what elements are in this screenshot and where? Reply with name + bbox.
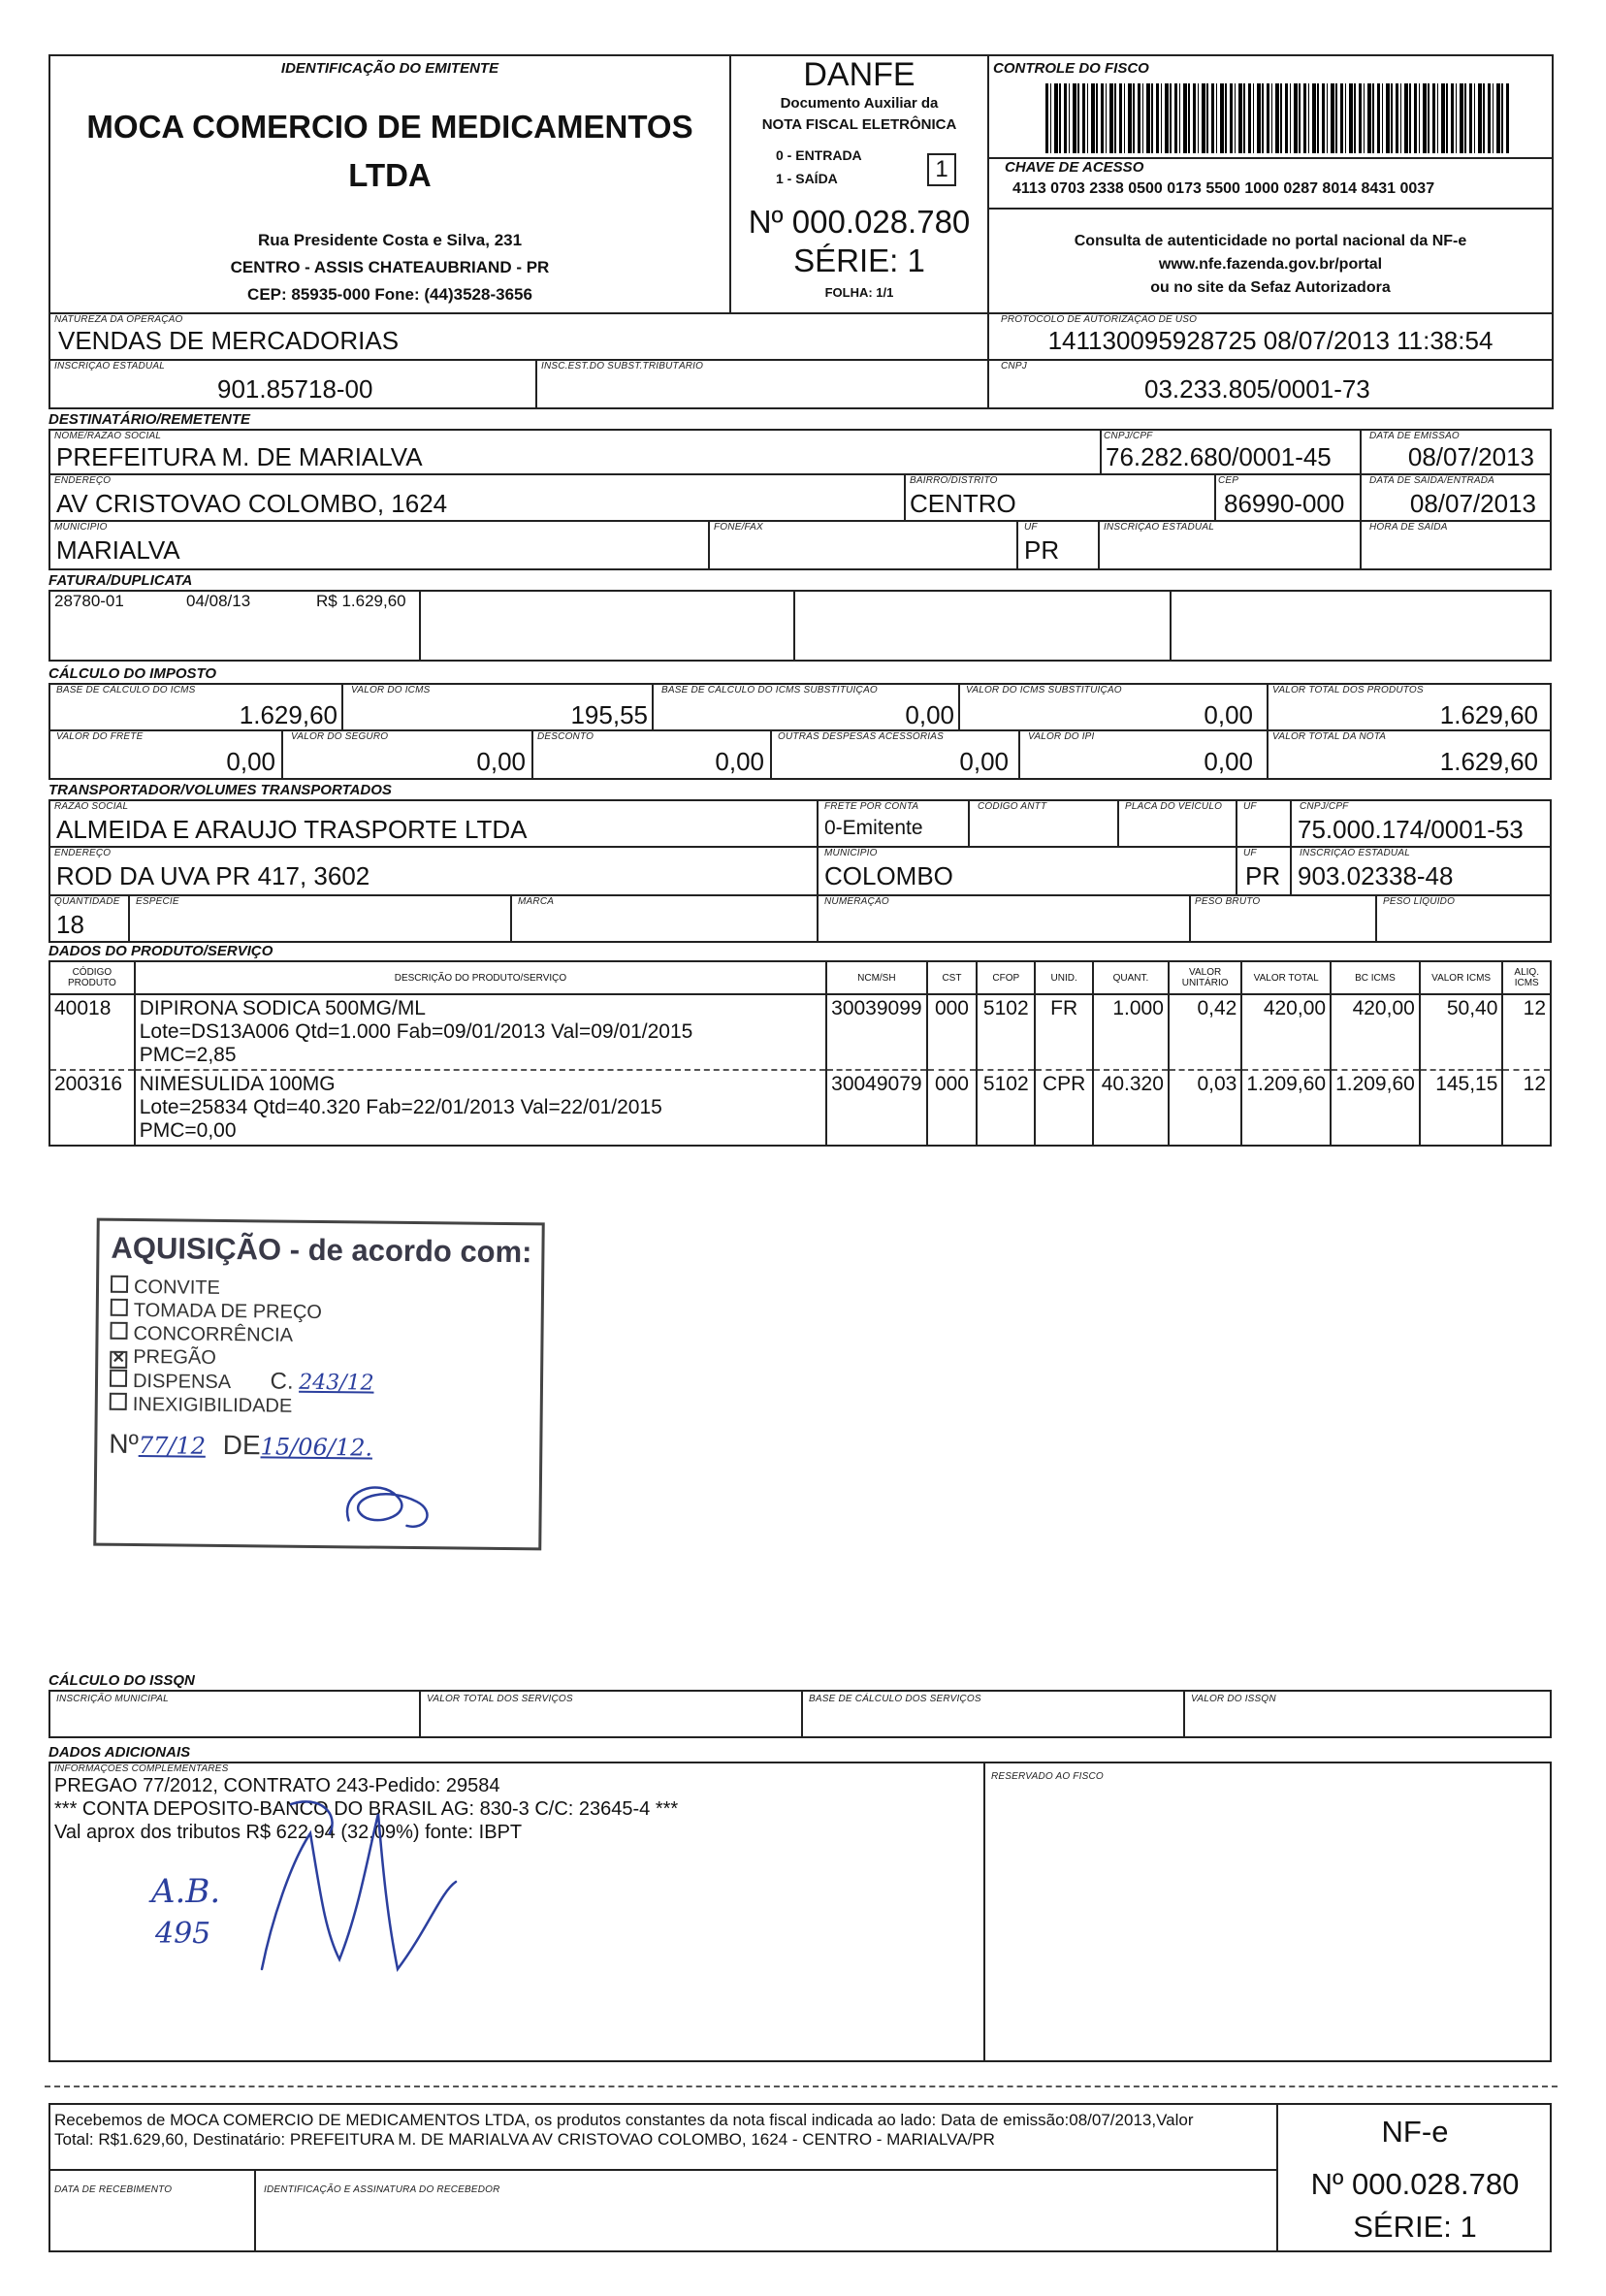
produtos-section: DADOS DO PRODUTO/SERVIÇO (48, 943, 273, 959)
row-descricao-lote: Lote=DS13A006 Qtd=1.000 Fab=09/01/2013 Val=09/01/2015 (139, 1020, 693, 1043)
canhoto-numero: Nº 000.028.780 (1310, 2167, 1520, 2201)
danfe-numero: Nº 000.028.780 (748, 204, 971, 240)
transp-qtd: 18 (56, 910, 84, 939)
col-cfop: CFOP (977, 961, 1035, 994)
row-descricao-lote: Lote=25834 Qtd=40.320 Fab=22/01/2013 Val=22/01/2015 (139, 1096, 662, 1118)
row-cst: 000 (927, 1070, 978, 1146)
transp-endereco-label: ENDEREÇO (54, 848, 112, 858)
transp-uf2: PR (1245, 861, 1281, 890)
icms-st-base-value: 0,00 (905, 700, 954, 729)
protocolo-label: PROTOCOLO DE AUTORIZAÇÃO DE USO (1001, 314, 1198, 325)
dest-uf: PR (1024, 535, 1060, 565)
emitente-address2: CENTRO - ASSIS CHATEAUBRIAND - PR (230, 258, 550, 276)
total-produtos-value: 1.629,60 (1439, 700, 1538, 729)
ipi-label: VALOR DO IPI (1028, 731, 1095, 742)
cnpj-emit-label: CNPJ (1001, 361, 1027, 372)
row-descricao-nome: DIPIRONA SODICA 500MG/ML (139, 997, 426, 1019)
row-aliq: 12 (1502, 994, 1551, 1070)
transp-frete: 0-Emitente (824, 817, 923, 839)
row-unid: FR (1035, 994, 1093, 1070)
dest-endereco: AV CRISTOVAO COLOMBO, 1624 (56, 489, 448, 518)
ie-st-label: INSC.EST.DO SUBST.TRIBUTÁRIO (541, 361, 704, 372)
desconto-value: 0,00 (715, 747, 764, 776)
row-ncm: 30039099 (826, 994, 926, 1070)
transp-antt-label: CÓDIGO ANTT (978, 801, 1047, 812)
stamp-option (111, 1299, 375, 1325)
checkbox-icon (111, 1299, 128, 1316)
col-bc: BC ICMS (1331, 961, 1420, 994)
transp-placa-label: PLACA DO VEÍCULO (1125, 801, 1223, 812)
desconto-label: DESCONTO (537, 731, 594, 742)
stamp-option (110, 1393, 374, 1419)
col-vicms: VALOR ICMS (1420, 961, 1503, 994)
canhoto-texto: Recebemos de MOCA COMERCIO DE MEDICAMENTOS LTDA, os produtos constantes da nota fiscal indicada ao lado: Data de emissão:08/07/2013,Valor Total: R$1.629,60, Destinatário: PREFEITURA M. DE MARIALVA AV CRISTOVAO COLOMBO, 1624 - CENTRO - MARIALVA/PR (54, 2111, 1194, 2149)
dest-cnpj-label: CNPJ/CPF (1104, 431, 1153, 441)
row-descricao-pmc: PMC=2,85 (139, 1044, 237, 1066)
dest-hora-label: HORA DE SAÍDA (1369, 522, 1448, 533)
info-line2: *** CONTA DEPOSITO-BANCO DO BRASIL AG: 830-3 C/C: 23645-4 *** (54, 1798, 679, 1820)
stamp-option (111, 1276, 375, 1302)
checkbox-icon (110, 1322, 127, 1340)
transp-peso-bruto-label: PESO BRUTO (1195, 896, 1261, 907)
transp-uf-label: UF (1243, 801, 1257, 812)
frete-value: 0,00 (226, 747, 275, 776)
row-descricao-nome: NIMESULIDA 100MG (139, 1073, 336, 1095)
fatura-section: FATURA/DUPLICATA (48, 572, 193, 589)
fatura-valor: R$ 1.629,60 (316, 592, 406, 610)
row-cfop: 5102 (977, 1070, 1035, 1146)
destinatario-section: DESTINATÁRIO/REMETENTE (48, 411, 251, 428)
dest-nome: PREFEITURA M. DE MARIALVA (56, 442, 423, 471)
col-quant: QUANT. (1093, 961, 1169, 994)
transp-frete-label: FRETE POR CONTA (824, 801, 919, 812)
checkbox-icon (110, 1393, 127, 1410)
row-vunit: 0,42 (1169, 994, 1241, 1070)
danfe-saida: 1 - SAÍDA (776, 171, 838, 186)
col-cst: CST (927, 961, 978, 994)
dest-ie-label: INSCRIÇÃO ESTADUAL (1104, 522, 1214, 533)
produtos-table (48, 960, 1552, 1147)
reservado-fisco-label: RESERVADO AO FISCO (991, 1771, 1104, 1782)
row-vtotal: 1.209,60 (1241, 1070, 1331, 1146)
stamp-option-label: DISPENSA (132, 1370, 231, 1394)
dest-nome-label: NOME/RAZÃO SOCIAL (54, 431, 162, 441)
row-aliq: 12 (1502, 1070, 1551, 1146)
stamp-option (110, 1322, 374, 1348)
danfe-subtitle2: NOTA FISCAL ELETRÔNICA (761, 116, 957, 133)
transp-peso-liquido-label: PESO LÍQUIDO (1383, 896, 1456, 907)
aquisicao-stamp (93, 1218, 545, 1551)
stamp-title: AQUISIÇÃO - de acordo com: (111, 1230, 532, 1270)
data-recebimento-label: DATA DE RECEBIMENTO (54, 2184, 173, 2195)
col-ncm: NCM/SH (826, 961, 926, 994)
transp-ie-label: INSCRIÇÃO ESTADUAL (1300, 848, 1410, 858)
natureza-label: NATUREZA DA OPERAÇÃO (54, 314, 183, 325)
emitente-label: IDENTIFICAÇÃO DO EMITENTE (280, 60, 499, 77)
col-unid: UNID. (1035, 961, 1093, 994)
cut-line-top (45, 2086, 1558, 2087)
stamp-option-label: TOMADA DE PREÇO (133, 1299, 323, 1324)
row-descricao-pmc: PMC=0,00 (139, 1119, 237, 1142)
emitente-name-line2: LTDA (348, 157, 432, 193)
danfe-tipo: 1 (927, 153, 956, 186)
checkbox-icon (111, 1276, 128, 1293)
icms-valor-value: 195,55 (570, 700, 648, 729)
dest-cnpj: 76.282.680/0001-45 (1106, 442, 1332, 471)
dest-saida-label: DATA DE SAÍDA/ENTRADA (1369, 475, 1495, 486)
row-quant: 40.320 (1093, 1070, 1169, 1146)
outras-despesas-label: OUTRAS DESPESAS ACESSÓRIAS (778, 731, 944, 742)
checkbox-checked-icon: ✕ (110, 1351, 127, 1369)
transp-municipio: COLOMBO (824, 861, 953, 890)
barcode (1045, 83, 1511, 153)
icms-st-valor-label: VALOR DO ICMS SUBSTITUIÇÃO (966, 685, 1122, 695)
controle-fisco-label: CONTROLE DO FISCO (993, 60, 1149, 77)
stamp-rubrica (329, 1471, 446, 1540)
col-vunit: VALOR UNITÁRIO (1169, 961, 1241, 994)
canhoto-serie: SÉRIE: 1 (1353, 2210, 1477, 2244)
fatura-numero: 28780-01 (54, 592, 124, 610)
row-vtotal: 420,00 (1241, 994, 1331, 1070)
canhoto-nfe: NF-e (1381, 2115, 1449, 2149)
emitente-name-line1: MOCA COMERCIO DE MEDICAMENTOS (86, 109, 693, 145)
imposto-section: CÁLCULO DO IMPOSTO (48, 665, 217, 682)
transp-uf2-label: UF (1243, 848, 1257, 858)
total-nota-label: VALOR TOTAL DA NOTA (1272, 731, 1387, 742)
danfe-folha: FOLHA: 1/1 (824, 285, 894, 300)
row-vunit: 0,03 (1169, 1070, 1241, 1146)
outras-despesas-value: 0,00 (959, 747, 1009, 776)
stamp-c-value: 243/12 (299, 1370, 374, 1396)
dest-municipio: MARIALVA (56, 535, 180, 565)
emitente-address1: Rua Presidente Costa e Silva, 231 (257, 231, 523, 249)
seguro-label: VALOR DO SEGURO (291, 731, 389, 742)
row-quant: 1.000 (1093, 994, 1169, 1070)
checkbox-icon (110, 1370, 127, 1387)
issqn-section: CÁLCULO DO ISSQN (48, 1672, 195, 1689)
info-complementares-label: INFORMAÇÕES COMPLEMENTARES (54, 1763, 229, 1774)
consulta-line2: www.nfe.fazenda.gov.br/portal (1158, 256, 1383, 273)
transp-cnpj: 75.000.174/0001-53 (1298, 815, 1524, 844)
stamp-option (110, 1369, 374, 1396)
stamp-c-label: C. (270, 1368, 294, 1395)
stamp-numero-line (109, 1429, 372, 1463)
dest-cep: 86990-000 (1224, 489, 1345, 518)
col-descricao: DESCRIÇÃO DO PRODUTO/SERVIÇO (135, 961, 826, 994)
row-ncm: 30049079 (826, 1070, 926, 1146)
icms-st-valor-value: 0,00 (1204, 700, 1253, 729)
transp-municipio-label: MUNICÍPIO (824, 848, 878, 858)
dest-endereco-label: ENDEREÇO (54, 475, 112, 486)
dest-uf-label: UF (1024, 522, 1038, 533)
row-cst: 000 (927, 994, 978, 1070)
chave-label: CHAVE DE ACESSO (1005, 159, 1144, 176)
row-descricao (135, 994, 826, 1070)
stamp-option-label: INEXIGIBILIDADE (132, 1393, 293, 1417)
consulta-line3: ou no site da Sefaz Autorizadora (1150, 279, 1391, 296)
table-row (49, 994, 1551, 1070)
row-bc: 1.209,60 (1331, 1070, 1420, 1146)
total-produtos-label: VALOR TOTAL DOS PRODUTOS (1272, 685, 1424, 695)
dest-emissao: 08/07/2013 (1407, 442, 1534, 471)
stamp-de-value: 15/06/12. (260, 1433, 373, 1462)
danfe-serie: SÉRIE: 1 (793, 243, 925, 278)
stamp-n-value: 77/12 (138, 1432, 207, 1460)
row-bc: 420,00 (1331, 994, 1420, 1070)
icms-base-label: BASE DE CÁLCULO DO ICMS (56, 685, 196, 695)
handwritten-ab: A.B. (151, 1872, 221, 1911)
row-codigo: 200316 (49, 1070, 135, 1146)
assinatura-recebedor-label: IDENTIFICAÇÃO E ASSINATURA DO RECEBEDOR (264, 2184, 500, 2195)
ie-label: INSCRIÇÃO ESTADUAL (54, 361, 165, 372)
row-cfop: 5102 (977, 994, 1035, 1070)
dest-municipio-label: MUNICÍPIO (54, 522, 108, 533)
dest-fone-label: FONE/FAX (714, 522, 763, 533)
transp-qtd-label: QUANTIDADE (54, 896, 120, 907)
transp-numeracao-label: NUMERAÇÃO (824, 896, 889, 907)
dest-saida: 08/07/2013 (1409, 489, 1536, 518)
signature (233, 1775, 485, 1989)
transp-especie-label: ESPÉCIE (136, 896, 179, 907)
transporte-section: TRANSPORTADOR/VOLUMES TRANSPORTADOS (48, 782, 392, 798)
icms-valor-label: VALOR DO ICMS (351, 685, 431, 695)
transp-razao-label: RAZÃO SOCIAL (54, 801, 129, 812)
issqn-valor-label: VALOR DO ISSQN (1191, 1694, 1276, 1704)
natureza-value: VENDAS DE MERCADORIAS (58, 326, 400, 355)
ipi-value: 0,00 (1204, 747, 1253, 776)
adicionais-section: DADOS ADICIONAIS (48, 1744, 191, 1761)
handwritten-495: 495 (155, 1917, 211, 1951)
col-vtotal: VALOR TOTAL (1241, 961, 1331, 994)
info-line1: PREGAO 77/2012, CONTRATO 243-Pedido: 29584 (54, 1775, 500, 1796)
transp-endereco: ROD DA UVA PR 417, 3602 (56, 861, 370, 890)
stamp-option-label: CONCORRÊNCIA (133, 1322, 294, 1346)
row-codigo: 40018 (49, 994, 135, 1070)
col-codigo: CÓDIGO PRODUTO (49, 961, 135, 994)
col-aliq: ALIQ. ICMS (1502, 961, 1551, 994)
stamp-options (110, 1276, 375, 1419)
stamp-n-label: Nº (109, 1428, 139, 1460)
row-unid: CPR (1035, 1070, 1093, 1146)
emitente-address3: CEP: 85935-000 Fone: (44)3528-3656 (247, 285, 532, 304)
dest-bairro: CENTRO (910, 489, 1016, 518)
stamp-option-label: PREGÃO (133, 1345, 216, 1369)
icms-st-base-label: BASE DE CÁLCULO DO ICMS SUBSTITUIÇÃO (661, 685, 878, 695)
icms-base-value: 1.629,60 (239, 700, 337, 729)
row-vicms: 50,40 (1420, 994, 1503, 1070)
consulta-line1: Consulta de autenticidade no portal nacional da NF-e (1074, 233, 1467, 249)
stamp-option-label: CONVITE (133, 1276, 221, 1299)
dest-bairro-label: BAIRRO/DISTRITO (910, 475, 998, 486)
dest-emissao-label: DATA DE EMISSÃO (1369, 431, 1460, 441)
danfe-title: DANFE (803, 56, 915, 93)
produtos-header-row (49, 961, 1551, 994)
issqn-inscricao-label: INSCRIÇÃO MUNICIPAL (56, 1694, 169, 1704)
stamp-option (110, 1345, 374, 1372)
transp-razao: ALMEIDA E ARAUJO TRASPORTE LTDA (56, 815, 528, 844)
ie-value: 901.85718-00 (217, 374, 373, 404)
cnpj-emit-value: 03.233.805/0001-73 (1144, 374, 1370, 404)
stamp-de-label: DE (222, 1429, 261, 1461)
row-descricao (135, 1070, 826, 1146)
issqn-base-label: BASE DE CÁLCULO DOS SERVIÇOS (809, 1694, 981, 1704)
info-line3: Val aprox dos tributos R$ 622,94 (32,09%) fonte: IBPT (54, 1822, 523, 1843)
transp-cnpj-label: CNPJ/CPF (1300, 801, 1349, 812)
transp-marca-label: MARCA (518, 896, 555, 907)
issqn-total-label: VALOR TOTAL DOS SERVIÇOS (427, 1694, 573, 1704)
row-vicms: 145,15 (1420, 1070, 1503, 1146)
danfe-subtitle1: Documento Auxiliar da (780, 95, 939, 112)
protocolo-value: 141130095928725 08/07/2013 11:38:54 (1047, 326, 1494, 355)
seguro-value: 0,00 (476, 747, 526, 776)
total-nota-value: 1.629,60 (1439, 747, 1538, 776)
fatura-vencimento: 04/08/13 (186, 592, 251, 610)
frete-label: VALOR DO FRETE (56, 731, 144, 742)
transp-ie: 903.02338-48 (1298, 861, 1454, 890)
danfe-entrada: 0 - ENTRADA (776, 147, 862, 163)
chave-acesso: 4113 0703 2338 0500 0173 5500 1000 0287 8014 8431 0037 (1012, 180, 1435, 197)
dest-cep-label: CEP (1218, 475, 1239, 486)
table-row (49, 1070, 1551, 1146)
